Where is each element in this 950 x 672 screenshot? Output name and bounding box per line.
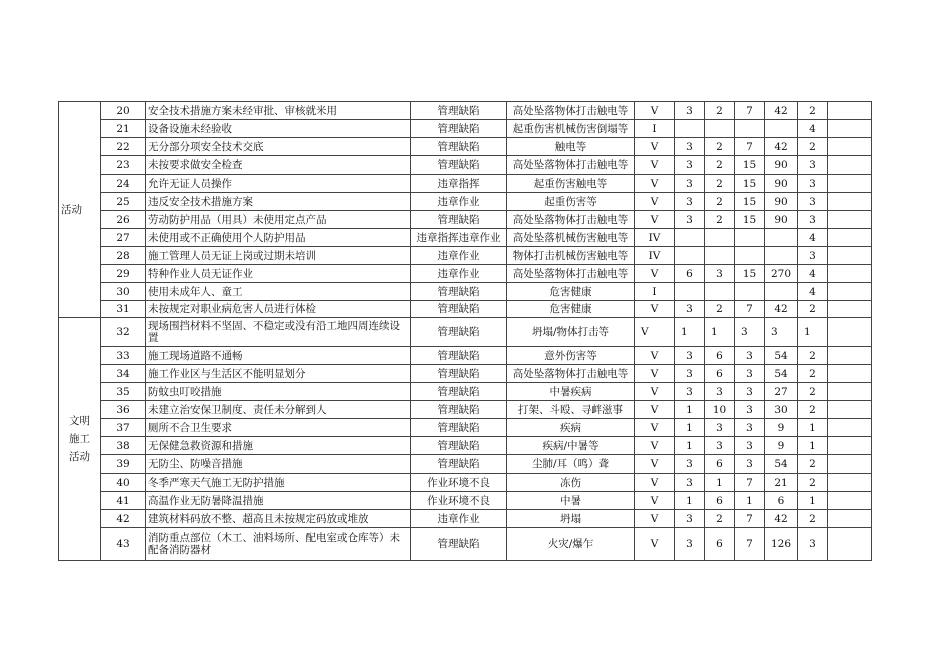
cause-type: 管理缺陷 bbox=[411, 138, 507, 156]
row-number: 36 bbox=[101, 401, 146, 419]
table-row bbox=[59, 265, 872, 283]
risk-level: 2 bbox=[798, 455, 828, 474]
remark bbox=[828, 318, 872, 347]
risk-level: 3 bbox=[798, 193, 828, 211]
hazard-item: 设备设施未经验收 bbox=[146, 120, 411, 138]
grade-value: V bbox=[635, 510, 675, 528]
d-value: 90 bbox=[765, 211, 798, 229]
risk-level: 2 bbox=[798, 510, 828, 528]
risk-level: 2 bbox=[798, 102, 828, 120]
row-number: 38 bbox=[101, 437, 146, 455]
e-value: 2 bbox=[705, 156, 735, 175]
remark bbox=[828, 437, 872, 455]
table-row bbox=[59, 229, 872, 247]
l-value: 6 bbox=[675, 265, 705, 283]
c-value: 3 bbox=[735, 437, 765, 455]
remark bbox=[828, 510, 872, 528]
d-value: 90 bbox=[765, 193, 798, 211]
c-value: 3 bbox=[735, 401, 765, 419]
risk-level: 1 bbox=[798, 419, 828, 437]
row-number: 34 bbox=[101, 365, 146, 383]
e-value: 1 bbox=[705, 318, 735, 347]
c-value bbox=[735, 229, 765, 247]
hazard-consequence: 危害健康 bbox=[507, 283, 635, 301]
e-value: 2 bbox=[705, 301, 735, 318]
table-row bbox=[59, 455, 872, 474]
cause-type: 违章作业 bbox=[411, 193, 507, 211]
row-number: 40 bbox=[101, 474, 146, 492]
c-value bbox=[735, 283, 765, 301]
row-number: 33 bbox=[101, 347, 146, 365]
e-value: 1 bbox=[705, 474, 735, 492]
grade-value: V bbox=[635, 347, 675, 365]
hazard-consequence: 意外伤害等 bbox=[507, 347, 635, 365]
e-value: 3 bbox=[705, 437, 735, 455]
l-value: 3 bbox=[675, 102, 705, 120]
e-value: 2 bbox=[705, 175, 735, 193]
cause-type: 违章指挥 bbox=[411, 175, 507, 193]
risk-level: 4 bbox=[798, 229, 828, 247]
d-value: 3 bbox=[765, 318, 798, 347]
cause-type: 管理缺陷 bbox=[411, 528, 507, 561]
risk-level: 1 bbox=[798, 492, 828, 510]
hazard-item: 未按规定对职业病危害人员进行体检 bbox=[146, 301, 411, 318]
e-value bbox=[705, 229, 735, 247]
table-row bbox=[59, 247, 872, 265]
hazard-item: 施工管理人员无证上岗或过期未培训 bbox=[146, 247, 411, 265]
hazard-item: 建筑材料码放不整、超高且未按规定码放或堆放 bbox=[146, 510, 411, 528]
cause-type: 管理缺陷 bbox=[411, 301, 507, 318]
table-row bbox=[59, 474, 872, 492]
l-value: 3 bbox=[675, 175, 705, 193]
table-row bbox=[59, 193, 872, 211]
cause-type: 管理缺陷 bbox=[411, 283, 507, 301]
hazard-consequence: 疾病/中暑等 bbox=[507, 437, 635, 455]
grade-value: V bbox=[635, 211, 675, 229]
c-value: 7 bbox=[735, 102, 765, 120]
d-value: 90 bbox=[765, 156, 798, 175]
grade-value: V bbox=[635, 401, 675, 419]
hazard-consequence: 高处坠落物体打击触电等 bbox=[507, 102, 635, 120]
hazard-item: 厕所不合卫生要求 bbox=[146, 419, 411, 437]
risk-level: 3 bbox=[798, 211, 828, 229]
hazard-consequence: 危害健康 bbox=[507, 301, 635, 318]
d-value: 6 bbox=[765, 492, 798, 510]
risk-level: 1 bbox=[798, 437, 828, 455]
l-value: 3 bbox=[675, 455, 705, 474]
table-row bbox=[59, 138, 872, 156]
hazard-item: 允许无证人员操作 bbox=[146, 175, 411, 193]
risk-level: 3 bbox=[798, 247, 828, 265]
table-row bbox=[59, 301, 872, 318]
row-number: 31 bbox=[101, 301, 146, 318]
row-number: 39 bbox=[101, 455, 146, 474]
grade-value: V bbox=[635, 102, 675, 120]
e-value bbox=[705, 120, 735, 138]
cause-type: 管理缺陷 bbox=[411, 211, 507, 229]
grade-value: V bbox=[635, 528, 675, 561]
hazard-item: 无分部分项安全技术交底 bbox=[146, 138, 411, 156]
risk-level: 3 bbox=[798, 528, 828, 561]
l-value: 3 bbox=[675, 510, 705, 528]
l-value: 3 bbox=[675, 365, 705, 383]
l-value: 1 bbox=[675, 492, 705, 510]
c-value: 3 bbox=[735, 365, 765, 383]
grade-value: V bbox=[635, 301, 675, 318]
hazard-consequence: 起重伤害机械伤害倒塌等 bbox=[507, 120, 635, 138]
table-row bbox=[59, 492, 872, 510]
cause-type: 管理缺陷 bbox=[411, 318, 507, 347]
d-value: 30 bbox=[765, 401, 798, 419]
row-number: 41 bbox=[101, 492, 146, 510]
risk-level: 2 bbox=[798, 401, 828, 419]
d-value bbox=[765, 247, 798, 265]
table-row bbox=[59, 211, 872, 229]
hazard-consequence: 坍塌 bbox=[507, 510, 635, 528]
e-value: 6 bbox=[705, 365, 735, 383]
d-value bbox=[765, 120, 798, 138]
c-value: 7 bbox=[735, 301, 765, 318]
hazard-consequence: 起重伤害触电等 bbox=[507, 175, 635, 193]
remark bbox=[828, 528, 872, 561]
group-label-civilized-construction: 文明 施工 活动 bbox=[59, 318, 101, 561]
row-number: 26 bbox=[101, 211, 146, 229]
l-value: 3 bbox=[675, 138, 705, 156]
hazard-item: 未按要求做安全检查 bbox=[146, 156, 411, 175]
l-value bbox=[675, 283, 705, 301]
hazard-item: 未使用或不正确使用个人防护用品 bbox=[146, 229, 411, 247]
hazard-item: 高温作业无防暑降温措施 bbox=[146, 492, 411, 510]
c-value: 15 bbox=[735, 265, 765, 283]
l-value: 1 bbox=[675, 419, 705, 437]
hazard-item: 施工作业区与生活区不能明显划分 bbox=[146, 365, 411, 383]
risk-level: 2 bbox=[798, 138, 828, 156]
table-row bbox=[59, 383, 872, 401]
l-value: 3 bbox=[675, 193, 705, 211]
c-value: 7 bbox=[735, 138, 765, 156]
c-value: 7 bbox=[735, 474, 765, 492]
risk-level: 2 bbox=[798, 365, 828, 383]
cause-type: 管理缺陷 bbox=[411, 156, 507, 175]
table-row bbox=[59, 510, 872, 528]
hazard-item: 劳动防护用品（用具）未使用定点产品 bbox=[146, 211, 411, 229]
c-value: 7 bbox=[735, 510, 765, 528]
l-value bbox=[675, 229, 705, 247]
risk-level: 3 bbox=[798, 175, 828, 193]
c-value: 15 bbox=[735, 175, 765, 193]
d-value: 21 bbox=[765, 474, 798, 492]
hazard-consequence: 高处坠落机械伤害触电等 bbox=[507, 229, 635, 247]
grade-value: V bbox=[635, 365, 675, 383]
e-value bbox=[705, 247, 735, 265]
e-value: 6 bbox=[705, 347, 735, 365]
grade-value: I bbox=[635, 283, 675, 301]
cause-type: 管理缺陷 bbox=[411, 347, 507, 365]
group-label-activity: 活动 bbox=[59, 102, 101, 318]
grade-value: V bbox=[635, 318, 675, 347]
d-value: 27 bbox=[765, 383, 798, 401]
l-value: 1 bbox=[675, 318, 705, 347]
l-value bbox=[675, 120, 705, 138]
hazard-consequence: 中暑疾病 bbox=[507, 383, 635, 401]
remark bbox=[828, 211, 872, 229]
c-value: 3 bbox=[735, 419, 765, 437]
grade-value: V bbox=[635, 138, 675, 156]
hazard-consequence: 高处坠落物体打击触电等 bbox=[507, 365, 635, 383]
c-value: 15 bbox=[735, 211, 765, 229]
table-row bbox=[59, 175, 872, 193]
row-number: 32 bbox=[101, 318, 146, 347]
d-value: 54 bbox=[765, 455, 798, 474]
remark bbox=[828, 301, 872, 318]
cause-type: 管理缺陷 bbox=[411, 120, 507, 138]
hazard-consequence: 尘肺/耳（鸣）聋 bbox=[507, 455, 635, 474]
cause-type: 违章作业 bbox=[411, 247, 507, 265]
d-value: 42 bbox=[765, 510, 798, 528]
grade-value: V bbox=[635, 419, 675, 437]
hazard-consequence: 物体打击机械伤害触电等 bbox=[507, 247, 635, 265]
l-value: 3 bbox=[675, 383, 705, 401]
table-row bbox=[59, 419, 872, 437]
hazard-consequence: 高处坠落物体打击触电等 bbox=[507, 211, 635, 229]
row-number: 20 bbox=[101, 102, 146, 120]
c-value: 3 bbox=[735, 455, 765, 474]
table-row bbox=[59, 120, 872, 138]
l-value: 3 bbox=[675, 347, 705, 365]
l-value: 3 bbox=[675, 528, 705, 561]
cause-type: 作业环境不良 bbox=[411, 474, 507, 492]
grade-value: IV bbox=[635, 229, 675, 247]
hazard-consequence: 火灾/爆乍 bbox=[507, 528, 635, 561]
c-value: 15 bbox=[735, 156, 765, 175]
row-number: 21 bbox=[101, 120, 146, 138]
risk-level: 4 bbox=[798, 265, 828, 283]
d-value: 42 bbox=[765, 102, 798, 120]
d-value: 54 bbox=[765, 347, 798, 365]
risk-level: 2 bbox=[798, 301, 828, 318]
e-value: 2 bbox=[705, 193, 735, 211]
row-number: 27 bbox=[101, 229, 146, 247]
risk-level: 4 bbox=[798, 283, 828, 301]
grade-value: V bbox=[635, 383, 675, 401]
table-row bbox=[59, 156, 872, 175]
risk-level: 4 bbox=[798, 120, 828, 138]
hazard-item: 施工现场道路不通畅 bbox=[146, 347, 411, 365]
c-value: 3 bbox=[735, 347, 765, 365]
table-row bbox=[59, 283, 872, 301]
e-value bbox=[705, 283, 735, 301]
cause-type: 违章指挥违章作业 bbox=[411, 229, 507, 247]
table-row bbox=[59, 437, 872, 455]
row-number: 35 bbox=[101, 383, 146, 401]
l-value: 3 bbox=[675, 156, 705, 175]
table-row bbox=[59, 401, 872, 419]
hazard-item: 特种作业人员无证作业 bbox=[146, 265, 411, 283]
e-value: 3 bbox=[705, 265, 735, 283]
hazard-consequence: 高处坠落物体打击触电等 bbox=[507, 156, 635, 175]
remark bbox=[828, 365, 872, 383]
remark bbox=[828, 102, 872, 120]
d-value: 90 bbox=[765, 175, 798, 193]
risk-level: 3 bbox=[798, 156, 828, 175]
row-number: 30 bbox=[101, 283, 146, 301]
risk-assessment-table bbox=[58, 101, 872, 561]
cause-type: 违章作业 bbox=[411, 510, 507, 528]
e-value: 6 bbox=[705, 492, 735, 510]
grade-value: V bbox=[635, 437, 675, 455]
e-value: 2 bbox=[705, 138, 735, 156]
remark bbox=[828, 175, 872, 193]
l-value: 1 bbox=[675, 401, 705, 419]
e-value: 6 bbox=[705, 455, 735, 474]
l-value: 1 bbox=[675, 437, 705, 455]
d-value bbox=[765, 283, 798, 301]
row-number: 43 bbox=[101, 528, 146, 561]
cause-type: 管理缺陷 bbox=[411, 383, 507, 401]
c-value: 3 bbox=[735, 383, 765, 401]
table-row bbox=[59, 318, 872, 347]
risk-level: 1 bbox=[798, 318, 828, 347]
row-number: 29 bbox=[101, 265, 146, 283]
remark bbox=[828, 419, 872, 437]
cause-type: 管理缺陷 bbox=[411, 365, 507, 383]
hazard-item: 使用未成年人、童工 bbox=[146, 283, 411, 301]
hazard-item: 现场围挡材料不坚固、不稳定或没有沿工地四周连续设置 bbox=[146, 318, 411, 347]
row-number: 25 bbox=[101, 193, 146, 211]
remark bbox=[828, 156, 872, 175]
l-value: 3 bbox=[675, 301, 705, 318]
cause-type: 管理缺陷 bbox=[411, 401, 507, 419]
grade-value: V bbox=[635, 492, 675, 510]
grade-value: V bbox=[635, 265, 675, 283]
row-number: 28 bbox=[101, 247, 146, 265]
remark bbox=[828, 229, 872, 247]
l-value bbox=[675, 247, 705, 265]
hazard-consequence: 坍塌/物体打击等 bbox=[507, 318, 635, 347]
cause-type: 违章作业 bbox=[411, 265, 507, 283]
remark bbox=[828, 247, 872, 265]
d-value: 126 bbox=[765, 528, 798, 561]
remark bbox=[828, 265, 872, 283]
risk-level: 2 bbox=[798, 347, 828, 365]
remark bbox=[828, 474, 872, 492]
grade-value: V bbox=[635, 175, 675, 193]
grade-value: I bbox=[635, 120, 675, 138]
d-value: 54 bbox=[765, 365, 798, 383]
hazard-consequence: 起重伤害等 bbox=[507, 193, 635, 211]
remark bbox=[828, 347, 872, 365]
hazard-item: 违反安全技术措施方案 bbox=[146, 193, 411, 211]
c-value: 1 bbox=[735, 492, 765, 510]
e-value: 2 bbox=[705, 102, 735, 120]
hazard-consequence: 中暑 bbox=[507, 492, 635, 510]
c-value bbox=[735, 120, 765, 138]
row-number: 22 bbox=[101, 138, 146, 156]
remark bbox=[828, 383, 872, 401]
remark bbox=[828, 492, 872, 510]
cause-type: 管理缺陷 bbox=[411, 102, 507, 120]
e-value: 2 bbox=[705, 211, 735, 229]
e-value: 3 bbox=[705, 383, 735, 401]
hazard-consequence: 冻伤 bbox=[507, 474, 635, 492]
d-value bbox=[765, 229, 798, 247]
hazard-consequence: 疾病 bbox=[507, 419, 635, 437]
cause-type: 作业环境不良 bbox=[411, 492, 507, 510]
remark bbox=[828, 283, 872, 301]
d-value: 270 bbox=[765, 265, 798, 283]
remark bbox=[828, 455, 872, 474]
grade-value: IV bbox=[635, 247, 675, 265]
hazard-consequence: 触电等 bbox=[507, 138, 635, 156]
cause-type: 管理缺陷 bbox=[411, 419, 507, 437]
grade-value: V bbox=[635, 474, 675, 492]
row-number: 23 bbox=[101, 156, 146, 175]
grade-value: V bbox=[635, 455, 675, 474]
cause-type: 管理缺陷 bbox=[411, 437, 507, 455]
table-row bbox=[59, 528, 872, 561]
cause-type: 管理缺陷 bbox=[411, 455, 507, 474]
e-value: 10 bbox=[705, 401, 735, 419]
d-value: 42 bbox=[765, 138, 798, 156]
table-row bbox=[59, 347, 872, 365]
hazard-consequence: 高处坠落物体打击触电等 bbox=[507, 265, 635, 283]
remark bbox=[828, 193, 872, 211]
hazard-item: 防蚊虫叮咬措施 bbox=[146, 383, 411, 401]
remark bbox=[828, 120, 872, 138]
row-number: 24 bbox=[101, 175, 146, 193]
c-value: 7 bbox=[735, 528, 765, 561]
row-number: 37 bbox=[101, 419, 146, 437]
risk-level: 2 bbox=[798, 474, 828, 492]
risk-level: 2 bbox=[798, 383, 828, 401]
c-value: 3 bbox=[735, 318, 765, 347]
e-value: 6 bbox=[705, 528, 735, 561]
row-number: 42 bbox=[101, 510, 146, 528]
hazard-item: 安全技术措施方案未经审批、审核就米用 bbox=[146, 102, 411, 120]
grade-value: V bbox=[635, 156, 675, 175]
c-value: 15 bbox=[735, 193, 765, 211]
e-value: 2 bbox=[705, 510, 735, 528]
table-row bbox=[59, 365, 872, 383]
remark bbox=[828, 401, 872, 419]
d-value: 42 bbox=[765, 301, 798, 318]
d-value: 9 bbox=[765, 419, 798, 437]
l-value: 3 bbox=[675, 474, 705, 492]
table-row bbox=[59, 102, 872, 120]
grade-value: V bbox=[635, 193, 675, 211]
e-value: 3 bbox=[705, 419, 735, 437]
hazard-item: 无防尘、防噪音措施 bbox=[146, 455, 411, 474]
hazard-item: 消防重点部位（木工、油料场所、配电室或仓库等）未配备消防器材 bbox=[146, 528, 411, 561]
hazard-item: 冬季严寒天气施工无防护措施 bbox=[146, 474, 411, 492]
remark bbox=[828, 138, 872, 156]
hazard-item: 无保健急救资源和措施 bbox=[146, 437, 411, 455]
d-value: 9 bbox=[765, 437, 798, 455]
hazard-consequence: 打架、斗殴、寻衅滋事 bbox=[507, 401, 635, 419]
c-value bbox=[735, 247, 765, 265]
hazard-item: 未建立治安保卫制度、责任未分解到人 bbox=[146, 401, 411, 419]
l-value: 3 bbox=[675, 211, 705, 229]
